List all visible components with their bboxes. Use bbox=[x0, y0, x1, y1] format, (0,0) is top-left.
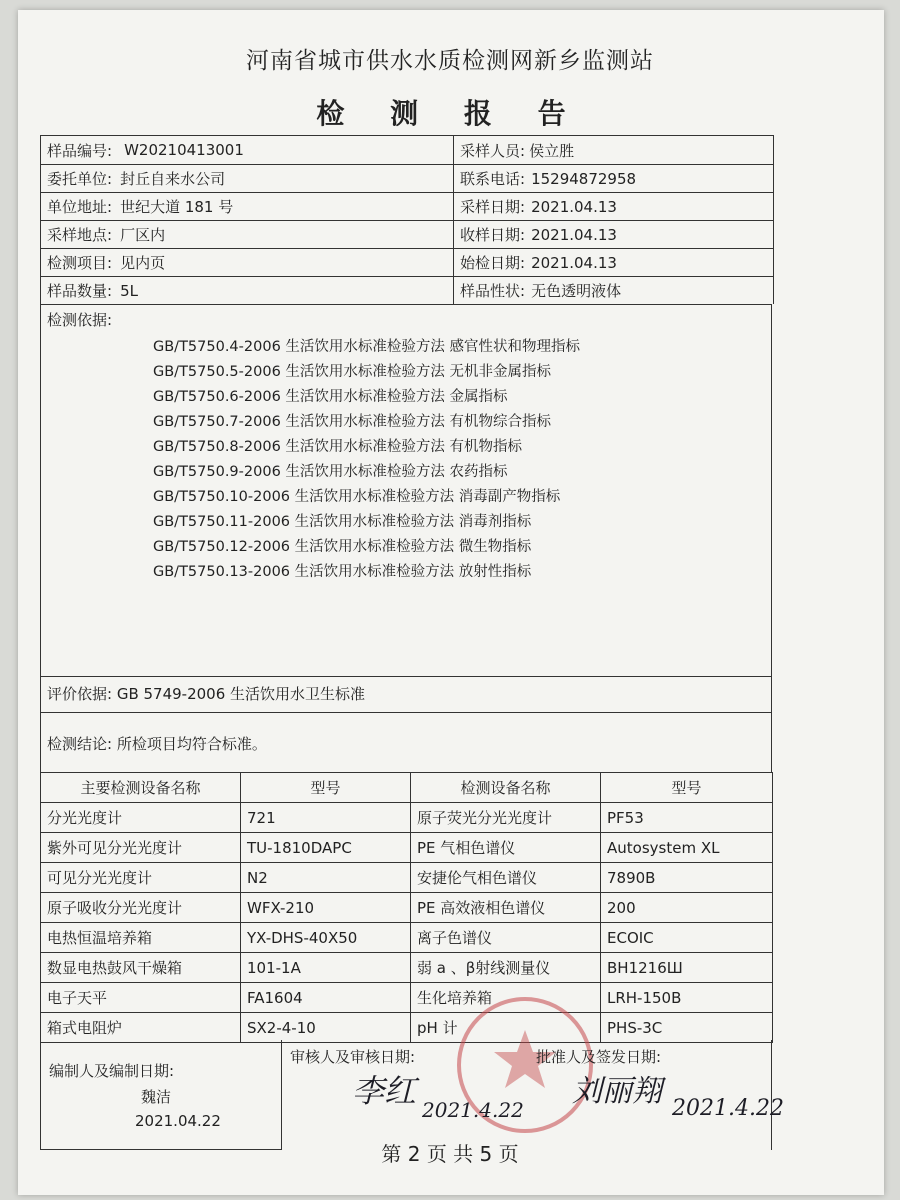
phone-label: 联系电话: bbox=[460, 170, 526, 188]
table-row bbox=[41, 923, 773, 953]
table-row bbox=[41, 953, 773, 983]
equipment-name: 原子荧光分光光度计 bbox=[411, 803, 601, 833]
reviewer-date: 2021.4.22 bbox=[422, 1098, 524, 1122]
quantity-value: 5L bbox=[120, 281, 138, 300]
equipment-model: SX2-4-10 bbox=[241, 1013, 411, 1043]
test-conclusion: 检测结论: 所检项目均符合标准。 bbox=[40, 712, 772, 772]
sampler-label: 采样人员: bbox=[460, 141, 526, 160]
equipment-name: PE 高效液相色谱仪 bbox=[411, 893, 601, 923]
equipment-name: 弱 a 、β射线测量仪 bbox=[411, 953, 601, 983]
compiler-signature-block bbox=[40, 1040, 282, 1150]
table-row bbox=[41, 833, 773, 863]
sample-no-label: 样品编号: bbox=[47, 141, 113, 160]
approver-date: 2021.4.22 bbox=[672, 1096, 784, 1121]
equipment-table bbox=[40, 772, 773, 1043]
reviewer-signature-block bbox=[282, 1040, 522, 1150]
equipment-model: 7890B bbox=[601, 863, 773, 893]
column-header: 主要检测设备名称 bbox=[41, 773, 241, 803]
start-date-label: 始检日期: bbox=[460, 254, 526, 272]
standard-item: GB/T5750.9-2006 生活饮用水标准检验方法 农药指标 bbox=[153, 464, 508, 480]
equipment-model: PF53 bbox=[601, 803, 773, 833]
address-value: 世纪大道 181 号 bbox=[120, 198, 234, 216]
equipment-model: 200 bbox=[601, 893, 773, 923]
location-label: 采样地点: bbox=[47, 226, 113, 244]
equipment-model: BH1216Ш bbox=[601, 953, 773, 983]
sample-date-value: 2021.04.13 bbox=[531, 197, 617, 216]
info-row bbox=[41, 192, 773, 220]
equipment-name: 离子色谱仪 bbox=[411, 923, 601, 953]
phone-value: 15294872958 bbox=[531, 169, 637, 188]
equipment-name: 数显电热鼓风干燥箱 bbox=[41, 953, 241, 983]
client-label: 委托单位: bbox=[47, 170, 113, 188]
standard-item: GB/T5750.10-2006 生活饮用水标准检验方法 消毒副产物指标 bbox=[153, 489, 561, 505]
equipment-model: N2 bbox=[241, 863, 411, 893]
column-header: 型号 bbox=[601, 773, 773, 803]
receive-date-label: 收样日期: bbox=[460, 226, 526, 244]
info-row bbox=[41, 248, 773, 276]
equipment-model: ECOIC bbox=[601, 923, 773, 953]
equipment-model: TU-1810DAPC bbox=[241, 833, 411, 863]
standard-item: GB/T5750.13-2006 生活饮用水标准检验方法 放射性指标 bbox=[153, 564, 532, 580]
standard-item: GB/T5750.7-2006 生活饮用水标准检验方法 有机物综合指标 bbox=[153, 414, 552, 430]
equipment-name: 原子吸收分光光度计 bbox=[41, 893, 241, 923]
reviewer-handwritten-signature: 李红 bbox=[352, 1072, 417, 1110]
compiler-date: 2021.04.22 bbox=[135, 1112, 221, 1130]
trait-label: 样品性状: bbox=[460, 282, 526, 300]
start-date-value: 2021.04.13 bbox=[531, 253, 617, 272]
client-value: 封丘自来水公司 bbox=[120, 170, 226, 188]
trait-value: 无色透明液体 bbox=[531, 282, 622, 300]
equipment-model: FA1604 bbox=[241, 983, 411, 1013]
organization-name: 河南省城市供水水质检测网新乡监测站 bbox=[246, 48, 654, 74]
info-row bbox=[41, 164, 773, 192]
compiler-label: 编制人及编制日期: bbox=[49, 1062, 175, 1080]
equipment-name: pH 计 bbox=[411, 1013, 601, 1043]
test-basis-section bbox=[40, 304, 772, 676]
equipment-model: YX-DHS-40X50 bbox=[241, 923, 411, 953]
info-row bbox=[41, 276, 773, 304]
standard-item: GB/T5750.4-2006 生活饮用水标准检验方法 感官性状和物理指标 bbox=[153, 339, 581, 355]
column-header: 检测设备名称 bbox=[411, 773, 601, 803]
equipment-model: 721 bbox=[241, 803, 411, 833]
equipment-name: 可见分光光度计 bbox=[41, 863, 241, 893]
table-row bbox=[41, 1013, 773, 1043]
standard-item: GB/T5750.5-2006 生活饮用水标准检验方法 无机非金属指标 bbox=[153, 364, 552, 380]
items-label: 检测项目: bbox=[47, 254, 113, 272]
compiler-name: 魏洁 bbox=[141, 1088, 172, 1106]
page-number: 第 2 页 共 5 页 bbox=[381, 1142, 519, 1166]
standard-item: GB/T5750.6-2006 生活饮用水标准检验方法 金属指标 bbox=[153, 389, 508, 405]
receive-date-value: 2021.04.13 bbox=[531, 225, 617, 244]
sample-date-label: 采样日期: bbox=[460, 198, 526, 216]
evaluation-basis: 评价依据: GB 5749-2006 生活饮用水卫生标准 bbox=[40, 676, 772, 712]
equipment-header-row bbox=[41, 773, 773, 803]
items-value: 见内页 bbox=[120, 254, 166, 272]
table-row bbox=[41, 863, 773, 893]
quantity-label: 样品数量: bbox=[47, 282, 113, 300]
location-value: 厂区内 bbox=[120, 226, 166, 244]
report-title: 检 测 报 告 bbox=[316, 97, 584, 130]
equipment-name: 生化培养箱 bbox=[411, 983, 601, 1013]
reviewer-label: 审核人及审核日期: bbox=[290, 1048, 416, 1066]
sample-no-value: W20210413001 bbox=[124, 141, 244, 159]
sampler-value: 侯立胜 bbox=[529, 141, 575, 160]
standard-item: GB/T5750.8-2006 生活饮用水标准检验方法 有机物指标 bbox=[153, 439, 523, 455]
equipment-name: 分光光度计 bbox=[41, 803, 241, 833]
equipment-model: Autosystem XL bbox=[601, 833, 773, 863]
equipment-name: PE 气相色谱仪 bbox=[411, 833, 601, 863]
equipment-model: PHS-3C bbox=[601, 1013, 773, 1043]
equipment-model: 101-1A bbox=[241, 953, 411, 983]
column-header: 型号 bbox=[241, 773, 411, 803]
equipment-name: 紫外可见分光光度计 bbox=[41, 833, 241, 863]
table-row bbox=[41, 803, 773, 833]
standard-item: GB/T5750.11-2006 生活饮用水标准检验方法 消毒剂指标 bbox=[153, 514, 532, 530]
equipment-name: 电子天平 bbox=[41, 983, 241, 1013]
approver-label: 批准人及签发日期: bbox=[536, 1048, 662, 1066]
equipment-name: 安捷伦气相色谱仪 bbox=[411, 863, 601, 893]
info-row bbox=[41, 220, 773, 248]
approver-handwritten-signature: 刘丽翔 bbox=[572, 1074, 662, 1109]
standard-item: GB/T5750.12-2006 生活饮用水标准检验方法 微生物指标 bbox=[153, 539, 532, 555]
equipment-model: WFX-210 bbox=[241, 893, 411, 923]
table-row bbox=[41, 983, 773, 1013]
basis-label: 检测依据: bbox=[47, 311, 113, 329]
equipment-name: 电热恒温培养箱 bbox=[41, 923, 241, 953]
address-label: 单位地址: bbox=[47, 198, 113, 216]
equipment-model: LRH-150B bbox=[601, 983, 773, 1013]
equipment-name: 箱式电阻炉 bbox=[41, 1013, 241, 1043]
info-row bbox=[41, 135, 773, 164]
table-row bbox=[41, 893, 773, 923]
approver-signature-block bbox=[522, 1040, 784, 1150]
sample-info-grid bbox=[40, 135, 774, 304]
